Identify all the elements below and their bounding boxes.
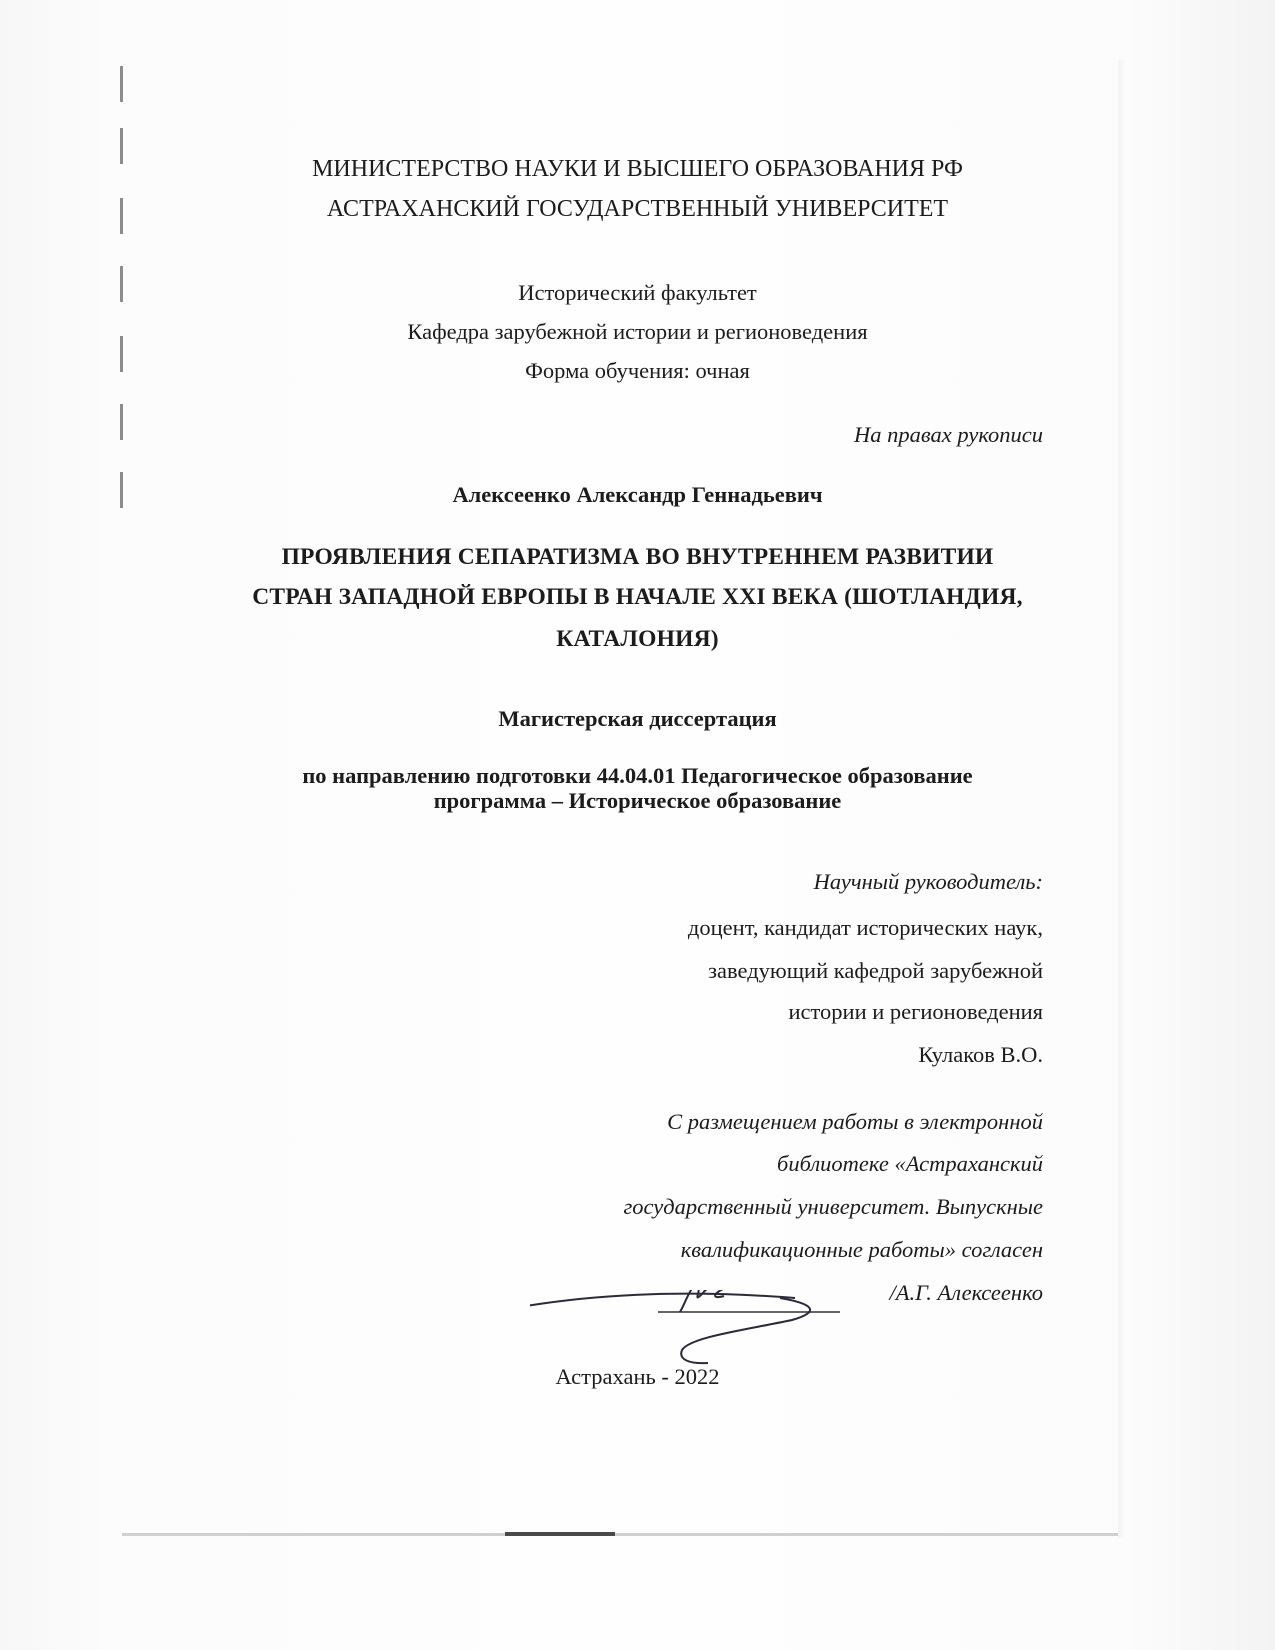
consent-line-3: государственный университет. Выпускные	[623, 1194, 1043, 1219]
direction-line-1: по направлению подготовки 44.04.01 Педагогическое образование	[302, 763, 973, 788]
supervisor-name: Кулаков В.О.	[918, 1042, 1043, 1067]
supervisor-line-1: доцент, кандидат исторических наук,	[687, 915, 1043, 940]
consent-signature-name: /А.Г. Алексеенко	[889, 1280, 1043, 1305]
supervisor-line-2: заведующий кафедрой зарубежной	[708, 958, 1043, 983]
city-year: Астрахань - 2022	[555, 1364, 720, 1389]
supervisor-label: Научный руководитель:	[813, 869, 1043, 894]
direction-line-2: программа – Историческое образование	[433, 788, 842, 813]
supervisor-line-3: истории и регионоведения	[788, 999, 1043, 1024]
binding-mark	[120, 404, 123, 440]
study-form: Форма обучения: очная	[525, 358, 750, 383]
department-name: Кафедра зарубежной истории и регионоведения	[407, 319, 868, 344]
thesis-title-line-2: СТРАН ЗАПАДНОЙ ЕВРОПЫ В НАЧАЛЕ XXI ВЕКА (ШОТЛАНДИЯ,	[252, 584, 1023, 610]
thesis-title-line-1: ПРОЯВЛЕНИЯ СЕПАРАТИЗМА ВО ВНУТРЕННЕМ РАЗВИТИИ	[281, 544, 994, 570]
ministry-heading: МИНИСТЕРСТВО НАУКИ И ВЫСШЕГО ОБРАЗОВАНИЯ РФ	[312, 156, 963, 182]
manuscript-note: На правах рукописи	[854, 422, 1043, 447]
consent-line-2: библиотеке «Астраханский	[777, 1151, 1043, 1176]
binding-mark	[120, 66, 123, 102]
faculty-name: Исторический факультет	[518, 280, 757, 305]
consent-line-1: С размещением работы в электронной	[667, 1109, 1043, 1134]
work-type: Магистерская диссертация	[498, 706, 777, 731]
thesis-title-line-3: КАТАЛОНИЯ)	[556, 626, 719, 652]
author-name: Алексеенко Александр Геннадьевич	[452, 482, 823, 507]
sheet-bottom-edge-dark	[505, 1532, 615, 1536]
sheet-bottom-edge	[122, 1533, 1118, 1536]
consent-line-4: квалификационные работы» согласен	[680, 1237, 1043, 1262]
university-heading: АСТРАХАНСКИЙ ГОСУДАРСТВЕННЫЙ УНИВЕРСИТЕТ	[326, 196, 949, 222]
